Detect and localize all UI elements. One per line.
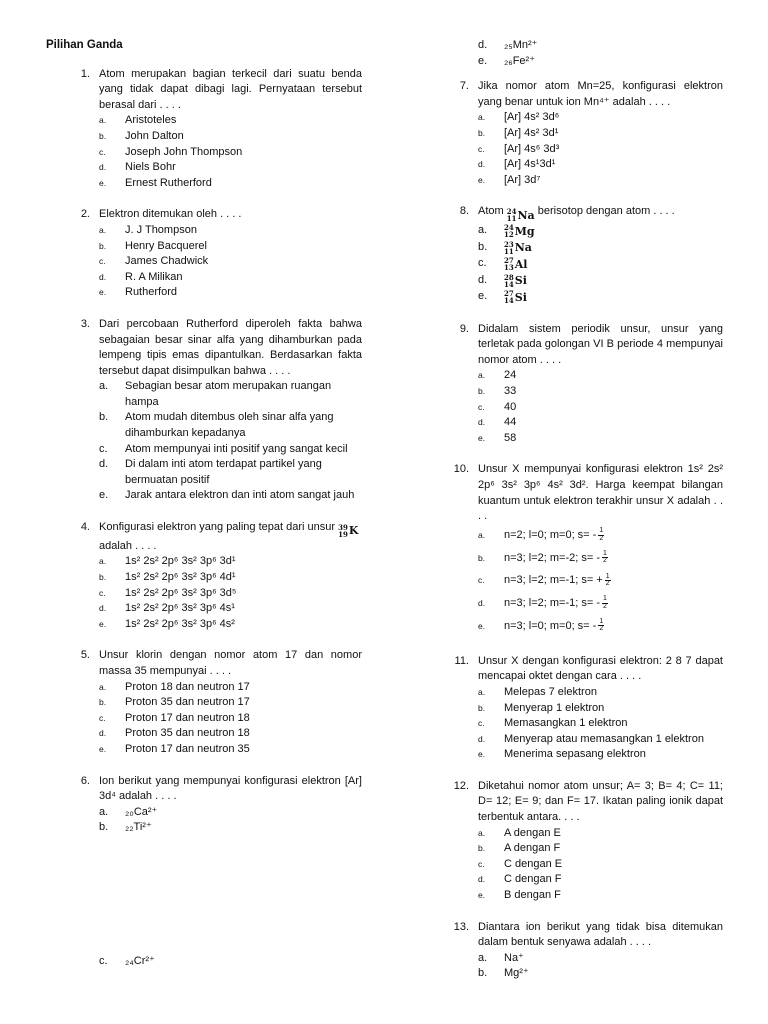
option-letter: a.: [478, 224, 488, 237]
option-text: 33: [504, 385, 517, 398]
option-text: C dengan F: [504, 873, 562, 886]
fraction-denominator: 2: [599, 534, 604, 542]
nuclide-symbol: Mg: [514, 224, 535, 238]
option-letter: a.: [99, 224, 107, 235]
question-5: [46, 648, 362, 757]
option-b[interactable]: [478, 841, 723, 857]
question-12: [425, 779, 723, 904]
question-number: 13.: [453, 920, 469, 933]
fraction-numerator: 1: [605, 572, 610, 580]
option-d[interactable]: [99, 457, 362, 488]
question-text: Jika nomor atom Mn=25, konfigurasi elektron yang benar untuk ion Mn⁴⁺ adalah . . . .: [478, 80, 723, 108]
option-letter: e.: [99, 743, 107, 754]
nuclide-atomic: 12: [504, 230, 514, 240]
option-letter: e.: [478, 749, 486, 760]
question-number: 1.: [80, 67, 90, 80]
nuclide-symbol: Si: [514, 274, 527, 288]
option-letter: d.: [478, 733, 486, 744]
option-c[interactable]: [478, 716, 723, 732]
question-text: Diantara ion berikut yang tidak bisa ditemukan dalam bentuk senyawa adalah . . . .: [478, 920, 723, 949]
option-text: 58: [504, 431, 517, 444]
option-b[interactable]: [478, 240, 723, 257]
option-a[interactable]: [99, 223, 362, 239]
question-number: 7.: [459, 80, 469, 93]
question-number: 3.: [80, 317, 90, 330]
option-text: J. J Thompson: [125, 223, 197, 236]
question-7: [425, 79, 723, 188]
option-letter: b.: [478, 843, 486, 854]
option-text: [504, 596, 723, 612]
nuclide: [504, 273, 527, 290]
question-number: 11.: [454, 654, 469, 667]
option-text: Sebagian besar atom merupakan ruangan hampa: [125, 380, 332, 408]
fraction: [598, 619, 604, 633]
option-letter: a.: [99, 115, 107, 126]
question-3: [46, 317, 362, 504]
option-letter: b.: [478, 127, 486, 138]
option-letter: a.: [99, 380, 109, 393]
question-text: Unsur X dengan konfigurasi elektron: 2 8 7 dapat mencapai oktet dengan cara . . . .: [478, 654, 723, 683]
nuclide-atomic: 19: [338, 530, 348, 540]
option-text: R. A Milikan: [125, 270, 183, 283]
option-c[interactable]: [478, 570, 723, 593]
option-a[interactable]: [478, 223, 723, 240]
option-text: Proton 35 dan neutron 18: [125, 727, 250, 740]
option-text: James Chadwick: [125, 255, 209, 268]
question-text: Unsur klorin dengan nomor atom 17 dan nomor massa 35 mempunyai . . . .: [99, 649, 362, 677]
fraction: [602, 551, 608, 565]
option-letter: b.: [478, 240, 488, 253]
question-text: Elektron ditemukan oleh . . . .: [99, 208, 242, 221]
right-column: [425, 38, 723, 998]
option-letter: d.: [478, 417, 486, 428]
question-1: [46, 67, 362, 192]
left-column: [46, 38, 362, 986]
option-text: ₂₀Ca²⁺: [125, 805, 158, 818]
nuclide-symbol: K: [348, 524, 359, 538]
option-letter: c.: [478, 257, 487, 270]
option-a[interactable]: [478, 525, 723, 548]
option-letter: c.: [478, 575, 485, 586]
option-d[interactable]: [99, 160, 362, 176]
option-letter: b.: [478, 386, 486, 397]
option-c[interactable]: [99, 586, 362, 602]
section-title: Pilihan Ganda: [46, 39, 123, 51]
option-e[interactable]: [478, 888, 723, 904]
option-b[interactable]: [99, 570, 362, 586]
option-b[interactable]: [478, 701, 723, 717]
option-letter: d.: [478, 273, 488, 286]
option-text: Menerima sepasang elektron: [504, 748, 646, 761]
option-d[interactable]: [478, 593, 723, 616]
option-e[interactable]: [478, 54, 723, 70]
option-text: Aristoteles: [125, 114, 177, 127]
nuclide-symbol: Si: [514, 290, 527, 304]
nuclide-atomic: 11: [506, 214, 517, 224]
option-letter: c.: [99, 256, 106, 267]
question-text-start: Konfigurasi elektron yang paling tepat dari unsur: [99, 521, 336, 534]
option-e[interactable]: [478, 431, 723, 447]
question-6-continued: [425, 38, 723, 69]
quantum-numbers: n=3; l=0; m=0; s= -: [504, 619, 597, 632]
option[interactable]: [99, 954, 362, 970]
quantum-numbers: n=3; l=2; m=-1; s= -: [504, 597, 600, 610]
option-text: 1s² 2s² 2p⁶ 3s² 3p⁶ 4s²: [125, 617, 235, 630]
option-text: Melepas 7 elektron: [504, 685, 597, 698]
fraction: [605, 574, 611, 588]
nuclide-mass: 23: [504, 239, 514, 249]
nuclide: [504, 223, 535, 240]
option-text: Niels Bohr: [125, 161, 176, 174]
option-d[interactable]: [478, 38, 723, 54]
option-text: Rutherford: [125, 286, 177, 299]
option-text: C dengan E: [504, 857, 563, 870]
fraction-numerator: 1: [599, 617, 604, 625]
option-a[interactable]: [99, 379, 362, 410]
nuclide: [504, 289, 527, 306]
option-text: 1s² 2s² 2p⁶ 3s² 3p⁶ 4d¹: [125, 571, 236, 584]
question-text: Dari percobaan Rutherford diperoleh fakta bahwa sebagaian besar sinar alfa yang dihamburkan pada lempeng tipis emas dipantulkan. Berdasarkan fakta tersebut dapat disimpulkan bahwa . . . .: [99, 317, 362, 377]
question-number: 12.: [453, 779, 469, 792]
option-text: A dengan E: [504, 826, 561, 839]
option-d[interactable]: [478, 732, 723, 748]
option-letter: c.: [99, 587, 106, 598]
option-letter: d.: [478, 39, 488, 51]
option-a[interactable]: [478, 685, 723, 701]
option-letter: d.: [99, 728, 107, 739]
option-e[interactable]: [99, 488, 362, 504]
option-c[interactable]: [99, 711, 362, 727]
option-a[interactable]: [99, 805, 362, 821]
question-number: 8.: [459, 205, 469, 218]
option-text: 1s² 2s² 2p⁶ 3s² 3p⁶ 3d⁵: [125, 586, 237, 599]
question-4: [46, 520, 362, 632]
quantum-numbers: n=3; l=2; m=-1; s= +: [504, 574, 603, 587]
option-text: Proton 18 dan neutron 17: [125, 680, 250, 693]
question-8: [425, 204, 723, 305]
option-letter: d.: [99, 603, 107, 614]
nuclide-mass: 24: [504, 223, 514, 233]
option-letter: a.: [478, 686, 486, 697]
option-letter: e.: [478, 174, 486, 185]
option-letter: a.: [478, 112, 486, 123]
option-c[interactable]: [478, 857, 723, 873]
option-e[interactable]: [99, 176, 362, 192]
option-d[interactable]: [478, 872, 723, 888]
option-text: Jarak antara elektron dan inti atom sangat jauh: [125, 489, 355, 502]
fraction-denominator: 2: [603, 557, 607, 565]
option-b[interactable]: [99, 239, 362, 255]
question-6: [46, 774, 362, 970]
fraction: [598, 528, 604, 542]
option-text: A dengan F: [504, 842, 561, 855]
option-a[interactable]: [478, 951, 723, 967]
option-text: [504, 573, 723, 589]
fraction-denominator: 2: [599, 625, 604, 633]
option-letter: a.: [99, 681, 107, 692]
option-text: [Ar] 4s² 3d¹: [504, 126, 559, 139]
option-letter: e.: [99, 489, 109, 502]
option-letter: d.: [99, 458, 109, 471]
option-e[interactable]: [99, 617, 362, 633]
nuclide-symbol: Na: [517, 208, 535, 222]
option-text: [Ar] 4s² 3d⁶: [504, 111, 560, 124]
option-letter: c.: [99, 954, 108, 967]
option-d[interactable]: [99, 601, 362, 617]
question-text-start: Atom: [478, 205, 504, 218]
option-letter: c.: [99, 442, 108, 455]
option-a[interactable]: [99, 680, 362, 696]
question-11: [425, 654, 723, 763]
option-letter: e.: [478, 890, 486, 901]
option-letter: d.: [99, 271, 107, 282]
option-text: Proton 17 dan neutron 35: [125, 742, 250, 755]
option-b[interactable]: [478, 966, 723, 982]
option-letter: e.: [99, 287, 107, 298]
option-letter: b.: [99, 697, 107, 708]
option-text: Proton 35 dan neutron 17: [125, 696, 250, 709]
option-text: [Ar] 4s¹3d¹: [504, 158, 556, 171]
nuclide-mass: 24: [506, 207, 517, 217]
option-letter: c.: [478, 401, 485, 412]
question-text: Diketahui nomor atom unsur; A= 3; B= 4; C= 11; D= 12; E= 9; dan F= 17. Ikatan paling ionik dapat terbentuk antara. . . .: [478, 779, 723, 824]
option-letter: e.: [478, 432, 486, 443]
option-e[interactable]: [99, 285, 362, 301]
option-e[interactable]: [478, 173, 723, 189]
option-e[interactable]: [99, 742, 362, 758]
question-number: 4.: [80, 521, 90, 534]
option-text: Atom mudah ditembus oleh sinar alfa yang dihamburkan kepadanya: [125, 411, 334, 440]
nuclide-k: [338, 523, 358, 539]
option-letter: b.: [478, 967, 488, 980]
option-letter: d.: [99, 162, 107, 173]
option-text: 40: [504, 400, 517, 413]
question-text: [99, 520, 362, 554]
nuclide-atomic: 14: [504, 296, 514, 306]
option-text: ₂₅Mn²⁺: [504, 39, 538, 51]
nuclide-atomic: 13: [504, 263, 514, 273]
option-letter: e.: [478, 290, 488, 303]
question-2: [46, 207, 362, 301]
option-text: 24: [504, 369, 517, 382]
option-letter: e.: [478, 54, 488, 67]
nuclide-symbol: Al: [514, 257, 528, 271]
nuclide-mass: 27: [504, 256, 514, 266]
question-9: [425, 322, 723, 447]
fraction: [602, 596, 608, 610]
option-letter: d.: [478, 598, 486, 609]
option-letter: a.: [478, 951, 488, 964]
option-text: 1s² 2s² 2p⁶ 3s² 3p⁶ 4s¹: [125, 602, 235, 615]
option-e[interactable]: [478, 615, 723, 638]
question-text-end: adalah . . . .: [99, 539, 157, 552]
option-text: [Ar] 3d⁷: [504, 173, 541, 186]
option-letter: b.: [99, 130, 107, 141]
question-number: 9.: [459, 322, 469, 335]
question-number: 5.: [80, 649, 90, 662]
option-c[interactable]: [99, 442, 362, 458]
question-13: [425, 920, 723, 982]
question-text: [478, 204, 723, 223]
option-letter: e.: [99, 177, 107, 188]
nuclide-mass: 27: [504, 289, 514, 299]
option-b[interactable]: [478, 384, 723, 400]
option-letter: a.: [99, 805, 109, 818]
question-10: [425, 462, 723, 637]
question-number: 10.: [453, 463, 469, 476]
nuclide: [504, 240, 532, 257]
question-text: Ion berikut yang mempunyai konfigurasi elektron [Ar] 3d⁴ adalah . . . .: [99, 774, 362, 803]
option-letter: e.: [478, 620, 486, 631]
option-letter: c.: [99, 712, 106, 723]
question-text: Didalam sistem periodik unsur, unsur yang terletak pada golongan VI B periode 4 mempunyai nomor atom . . . .: [478, 322, 723, 366]
option-letter: a.: [99, 556, 107, 567]
option-a[interactable]: [99, 554, 362, 570]
option-text: Mg²⁺: [504, 967, 529, 980]
option-a[interactable]: [99, 113, 362, 129]
option-b[interactable]: [99, 695, 362, 711]
option-c[interactable]: [478, 400, 723, 416]
question-text: Unsur X mempunyai konfigurasi elektron 1s² 2s² 2p⁶ 3s² 3p⁶ 4s² 3d². Harga keempat bilangan kuantum untuk elektron terakhir unsur X adalah . . . .: [478, 463, 723, 523]
option-letter: d.: [478, 159, 486, 170]
option-letter: b.: [478, 552, 486, 563]
option-e[interactable]: [478, 289, 723, 306]
option-text: Ernest Rutherford: [125, 176, 212, 189]
option-text: Menyerap 1 elektron: [504, 701, 605, 714]
option-d[interactable]: [99, 270, 362, 286]
nuclide-mass: 39: [338, 523, 348, 533]
option-letter: a.: [478, 530, 486, 541]
option-text: B dengan F: [504, 889, 561, 902]
option-b[interactable]: [99, 129, 362, 145]
nuclide-na: [507, 208, 535, 224]
option-text: Na⁺: [504, 951, 524, 964]
option-letter: b.: [99, 821, 109, 834]
quantum-numbers: n=3; l=2; m=-2; s= -: [504, 551, 600, 564]
option-c[interactable]: [478, 256, 723, 273]
option-c[interactable]: [99, 145, 362, 161]
option-b[interactable]: [478, 126, 723, 142]
option-text: Atom mempunyai inti positif yang sangat kecil: [125, 442, 348, 455]
nuclide: [504, 256, 527, 273]
option-text: ₂₂Ti²⁺: [125, 821, 152, 834]
option-letter: a.: [478, 827, 486, 838]
option-c[interactable]: [99, 254, 362, 270]
fraction-numerator: 1: [599, 527, 604, 535]
option-d[interactable]: [478, 415, 723, 431]
option-text: ₂₄Cr²⁺: [125, 954, 155, 967]
option-letter: d.: [478, 874, 486, 885]
option-text: [504, 528, 723, 544]
option-text: Joseph John Thompson: [125, 145, 243, 158]
option-d[interactable]: [478, 157, 723, 173]
option-letter: c.: [99, 146, 106, 157]
question-text-end: berisotop dengan atom . . . .: [537, 205, 675, 218]
option-letter: c.: [478, 718, 485, 729]
option-text: 44: [504, 416, 517, 429]
option-d[interactable]: [478, 273, 723, 290]
nuclide-mass: 28: [504, 272, 514, 282]
option-text: Di dalam inti atom terdapat partikel yang bermuatan positif: [125, 458, 322, 486]
fraction-denominator: 2: [603, 602, 607, 610]
option-letter: a.: [478, 370, 486, 381]
option-c[interactable]: [478, 142, 723, 158]
option-b[interactable]: [478, 547, 723, 570]
option-text: [Ar] 4s⁶ 3d³: [504, 142, 560, 155]
quantum-numbers: n=2; l=0; m=0; s= -: [504, 529, 597, 542]
option-text: 1s² 2s² 2p⁶ 3s² 3p⁶ 3d¹: [125, 555, 236, 568]
option-text: [504, 619, 723, 635]
option-letter: b.: [99, 411, 109, 424]
option-text: Proton 17 dan neutron 18: [125, 711, 250, 724]
question-number: 2.: [80, 208, 90, 221]
option-text: ₂₆Fe²⁺: [504, 54, 536, 67]
option-letter: b.: [99, 572, 107, 583]
option-d[interactable]: [99, 726, 362, 742]
question-text: Atom merupakan bagian terkecil dari suatu benda yang tidak dapat dibagi lagi. Pernyataan tersebut berasal dari . . . .: [99, 67, 362, 111]
option-text: John Dalton: [125, 129, 184, 142]
option-b[interactable]: [99, 410, 362, 441]
option-letter: e.: [99, 618, 107, 629]
nuclide-atomic: 11: [504, 246, 514, 256]
option-text: [504, 551, 723, 567]
option-letter: c.: [478, 858, 485, 869]
option-text: Menyerap atau memasangkan 1 elektron: [504, 732, 704, 745]
nuclide-symbol: Na: [514, 241, 532, 255]
fraction-numerator: 1: [603, 549, 607, 557]
option-letter: b.: [99, 240, 107, 251]
nuclide-atomic: 14: [504, 279, 514, 289]
option-a[interactable]: [478, 826, 723, 842]
option-a[interactable]: [478, 110, 723, 126]
option-letter: b.: [478, 702, 486, 713]
option-b[interactable]: [99, 820, 362, 836]
option-e[interactable]: [478, 747, 723, 763]
option-text: Henry Bacquerel: [125, 239, 207, 252]
option-letter: c.: [478, 143, 485, 154]
question-number: 6.: [80, 774, 90, 787]
option-a[interactable]: [478, 368, 723, 384]
option-text: Memasangkan 1 elektron: [504, 717, 628, 730]
fraction-denominator: 2: [605, 580, 610, 588]
fraction-numerator: 1: [603, 595, 607, 603]
